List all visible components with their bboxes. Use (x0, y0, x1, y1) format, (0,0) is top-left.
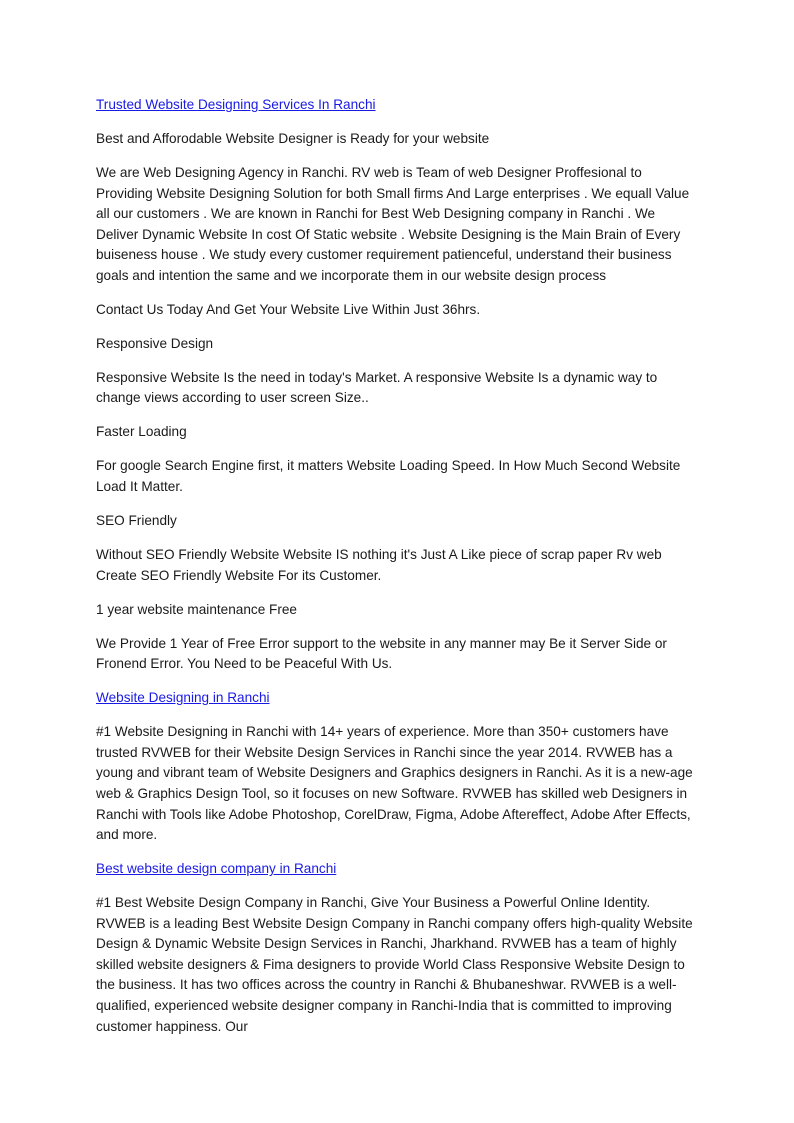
tagline: Best and Afforodable Website Designer is Ready for your website (96, 130, 490, 146)
faster-heading: Faster Loading (96, 424, 187, 440)
contact-paragraph: Contact Us Today And Get Your Website Live Within Just 36hrs. (96, 301, 481, 317)
intro-paragraph: We are Web Designing Agency in Ranchi. RV web is Team of web Designer Proffesional to Providing Website Designing Solution for both Small firms And Large enterprises . We equall Value all our customers . We are known in Ranchi for Best Web Designing company in Ranchi . We Deliver Dynamic Website In cost Of Static website . Website Designing is the Main Brain of Every buiseness house . We study every customer requirement patienceful, understand their business goals and intention the same and we incorporate them in our website design process (96, 164, 690, 283)
link-designing-paragraph (96, 688, 700, 709)
link-trusted-paragraph (96, 95, 700, 116)
document-page (96, 95, 700, 1051)
best-paragraph: #1 Best Website Design Company in Ranchi, Give Your Business a Powerful Online Identity. RVWEB is a leading Best Website Design Company in Ranchi company offers high-quality Website Design & Dynamic Website Design Services in Ranchi, Jharkhand. RVWEB has a team of highly skilled website designers & Fima designers to provide World Class Responsive Website Design to the business. It has two offices across the country in Ranchi & Bhubaneshwar. RVWEB is a well-qualified, experienced website designer company in Ranchi-India that is committed to improving customer happiness. Our (96, 895, 693, 1034)
seo-heading: SEO Friendly (96, 513, 177, 529)
seo-paragraph: Without SEO Friendly Website Website IS nothing it's Just A Like piece of scrap paper Rv web Create SEO Friendly Website For its Customer. (96, 547, 662, 583)
maintenance-heading: 1 year website maintenance Free (96, 601, 297, 617)
link-trusted-website-designing[interactable]: Trusted Website Designing Services In Ranchi (96, 97, 376, 112)
responsive-heading: Responsive Design (96, 335, 214, 351)
faster-paragraph: For google Search Engine first, it matters Website Loading Speed. In How Much Second Website Load It Matter. (96, 458, 681, 495)
link-best-paragraph (96, 859, 700, 880)
link-website-designing-ranchi[interactable]: Website Designing in Ranchi (96, 690, 270, 706)
maintenance-paragraph: We Provide 1 Year of Free Error support to the website in any manner may Be it Server Side or Fronend Error. You Need to be Peaceful With Us. (96, 635, 667, 672)
responsive-paragraph: Responsive Website Is the need in today's Market. A responsive Website Is a dynamic way to change views according to user screen Size.. (96, 369, 658, 406)
designing-paragraph: #1 Website Designing in Ranchi with 14+ years of experience. More than 350+ customers have trusted RVWEB for their Website Design Services in Ranchi since the year 2014. RVWEB has a young and vibrant team of Website Designers and Graphics designers in Ranchi. As it is a new-age web & Graphics Design Tool, so it focuses on new Software. RVWEB has skilled web Designers in Ranchi with Tools like Adobe Photoshop, CorelDraw, Figma, Adobe Aftereffect, Adobe After Effects, and more. (96, 724, 693, 843)
link-best-website-design-company[interactable]: Best website design company in Ranchi (96, 861, 337, 877)
